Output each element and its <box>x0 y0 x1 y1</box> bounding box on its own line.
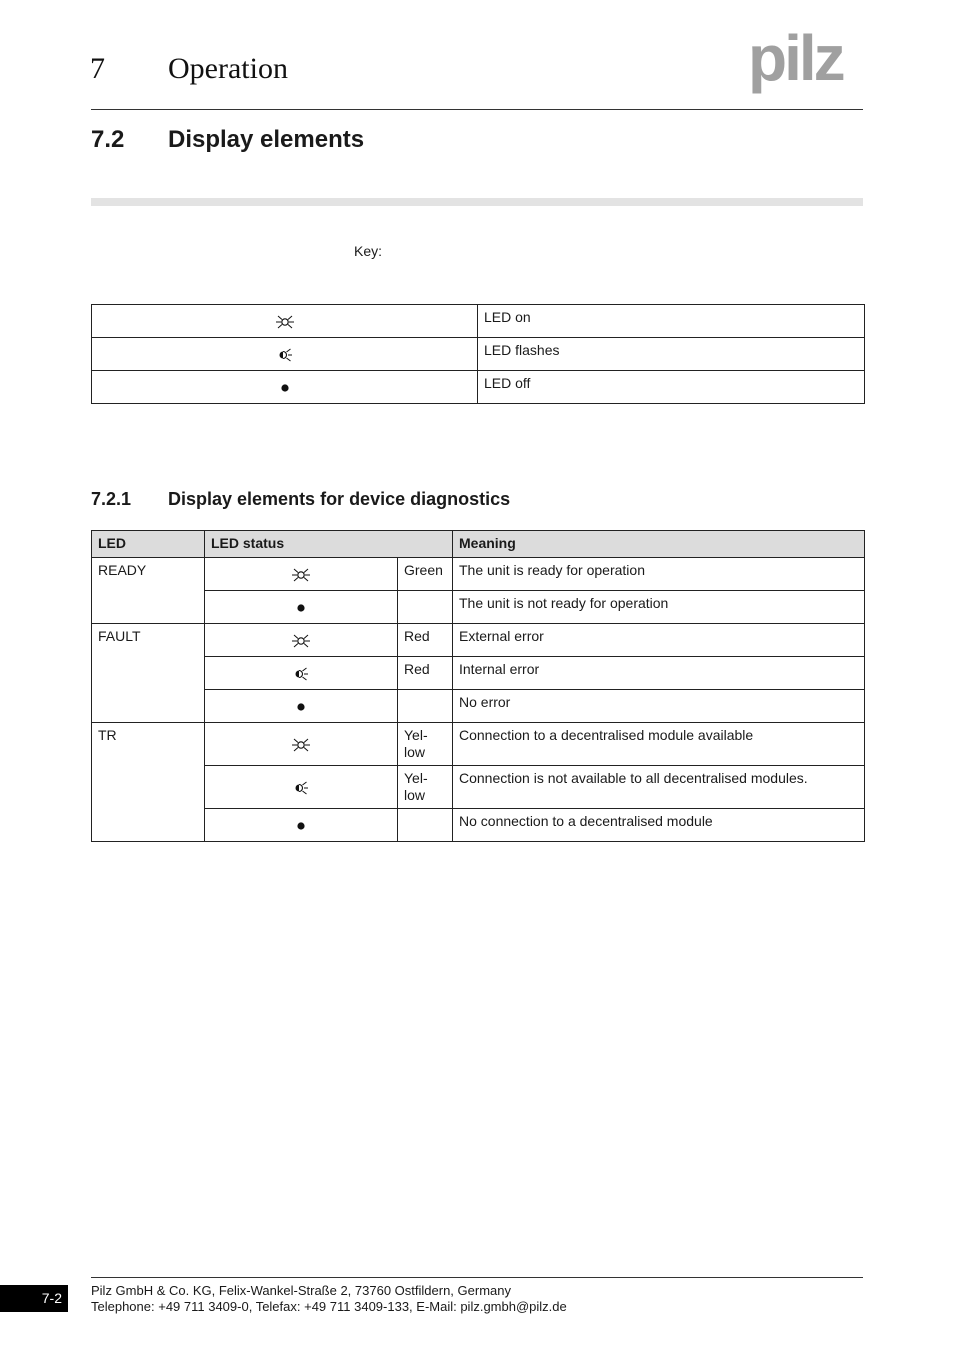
led-off-icon <box>296 702 306 712</box>
chapter-title: Operation <box>168 52 288 85</box>
led-on-icon <box>274 315 296 329</box>
footer-rule <box>91 1277 863 1278</box>
table-row <box>92 657 865 690</box>
led-on-icon <box>290 738 312 752</box>
table-row <box>92 305 865 338</box>
led-color <box>398 690 453 723</box>
led-flashes-icon <box>277 348 293 362</box>
led-color: Green <box>398 558 453 591</box>
led-status-symbol <box>205 690 398 723</box>
key-symbol-cell <box>92 338 478 371</box>
led-off-icon <box>296 603 306 613</box>
table-row <box>92 338 865 371</box>
led-color: Red <box>398 657 453 690</box>
led-color-line: low <box>404 787 426 803</box>
led-name: READY <box>92 558 205 624</box>
key-table <box>91 304 865 404</box>
key-symbol-cell <box>92 305 478 338</box>
subsection-number: 7.2.1 <box>91 489 132 509</box>
led-status-symbol <box>205 766 398 809</box>
table-header-row <box>92 531 865 558</box>
key-text: LED flashes <box>478 338 865 371</box>
led-status-symbol <box>205 558 398 591</box>
led-off-icon <box>296 821 306 831</box>
section-divider <box>91 198 863 206</box>
chapter-number: 7 <box>90 52 105 85</box>
table-row <box>92 809 865 842</box>
led-meaning: External error <box>453 624 865 657</box>
subsection-title: Display elements for device diagnostics <box>168 489 511 509</box>
led-meaning: Internal error <box>453 657 865 690</box>
key-text: LED on <box>478 305 865 338</box>
led-color <box>398 809 453 842</box>
table-row <box>92 624 865 657</box>
led-on-icon <box>290 568 312 582</box>
led-color <box>398 591 453 624</box>
led-meaning: No error <box>453 690 865 723</box>
led-flashes-icon <box>293 667 309 681</box>
column-header-meaning: Meaning <box>453 531 865 558</box>
table-row <box>92 558 865 591</box>
table-row <box>92 591 865 624</box>
led-status-symbol <box>205 591 398 624</box>
led-status-symbol <box>205 657 398 690</box>
table-row <box>92 371 865 404</box>
led-meaning: Connection is not available to all decentralised modules. <box>453 766 865 809</box>
led-meaning: The unit is not ready for operation <box>453 591 865 624</box>
led-color <box>398 766 453 809</box>
led-name: FAULT <box>92 624 205 723</box>
column-header-led: LED <box>92 531 205 558</box>
key-text: LED off <box>478 371 865 404</box>
header-rule <box>91 109 863 110</box>
footer-contact: Telephone: +49 711 3409-0, Telefax: +49 711 3409-133, E-Mail: pilz.gmbh@pilz.de <box>91 1299 567 1314</box>
led-color: Red <box>398 624 453 657</box>
key-label: Key: <box>354 243 383 259</box>
key-symbol-cell <box>92 371 478 404</box>
led-status-symbol <box>205 809 398 842</box>
table-row <box>92 766 865 809</box>
section-title: Display elements <box>168 126 365 153</box>
led-meaning: Connection to a decentralised module available <box>453 723 865 766</box>
pilz-logo <box>748 28 864 94</box>
led-name: TR <box>92 723 205 842</box>
led-color-line: Yel- <box>404 727 428 743</box>
led-color-line: low <box>404 744 426 760</box>
section-number: 7.2 <box>91 126 125 153</box>
svg-text:pilz: pilz <box>748 28 843 94</box>
led-color <box>398 723 453 766</box>
diagnostics-table <box>91 530 865 842</box>
led-off-icon <box>280 383 290 393</box>
footer-address: Pilz GmbH & Co. KG, Felix-Wankel-Straße 2, 73760 Ostfildern, Germany <box>91 1283 511 1298</box>
led-color-line: Yel- <box>404 770 428 786</box>
led-meaning: The unit is ready for operation <box>453 558 865 591</box>
column-header-led-status: LED status <box>205 531 453 558</box>
table-row <box>92 690 865 723</box>
led-status-symbol <box>205 723 398 766</box>
led-status-symbol <box>205 624 398 657</box>
table-row <box>92 723 865 766</box>
led-on-icon <box>290 634 312 648</box>
page-number: 7-2 <box>0 1285 68 1312</box>
led-meaning: No connection to a decentralised module <box>453 809 865 842</box>
led-flashes-icon <box>293 781 309 795</box>
